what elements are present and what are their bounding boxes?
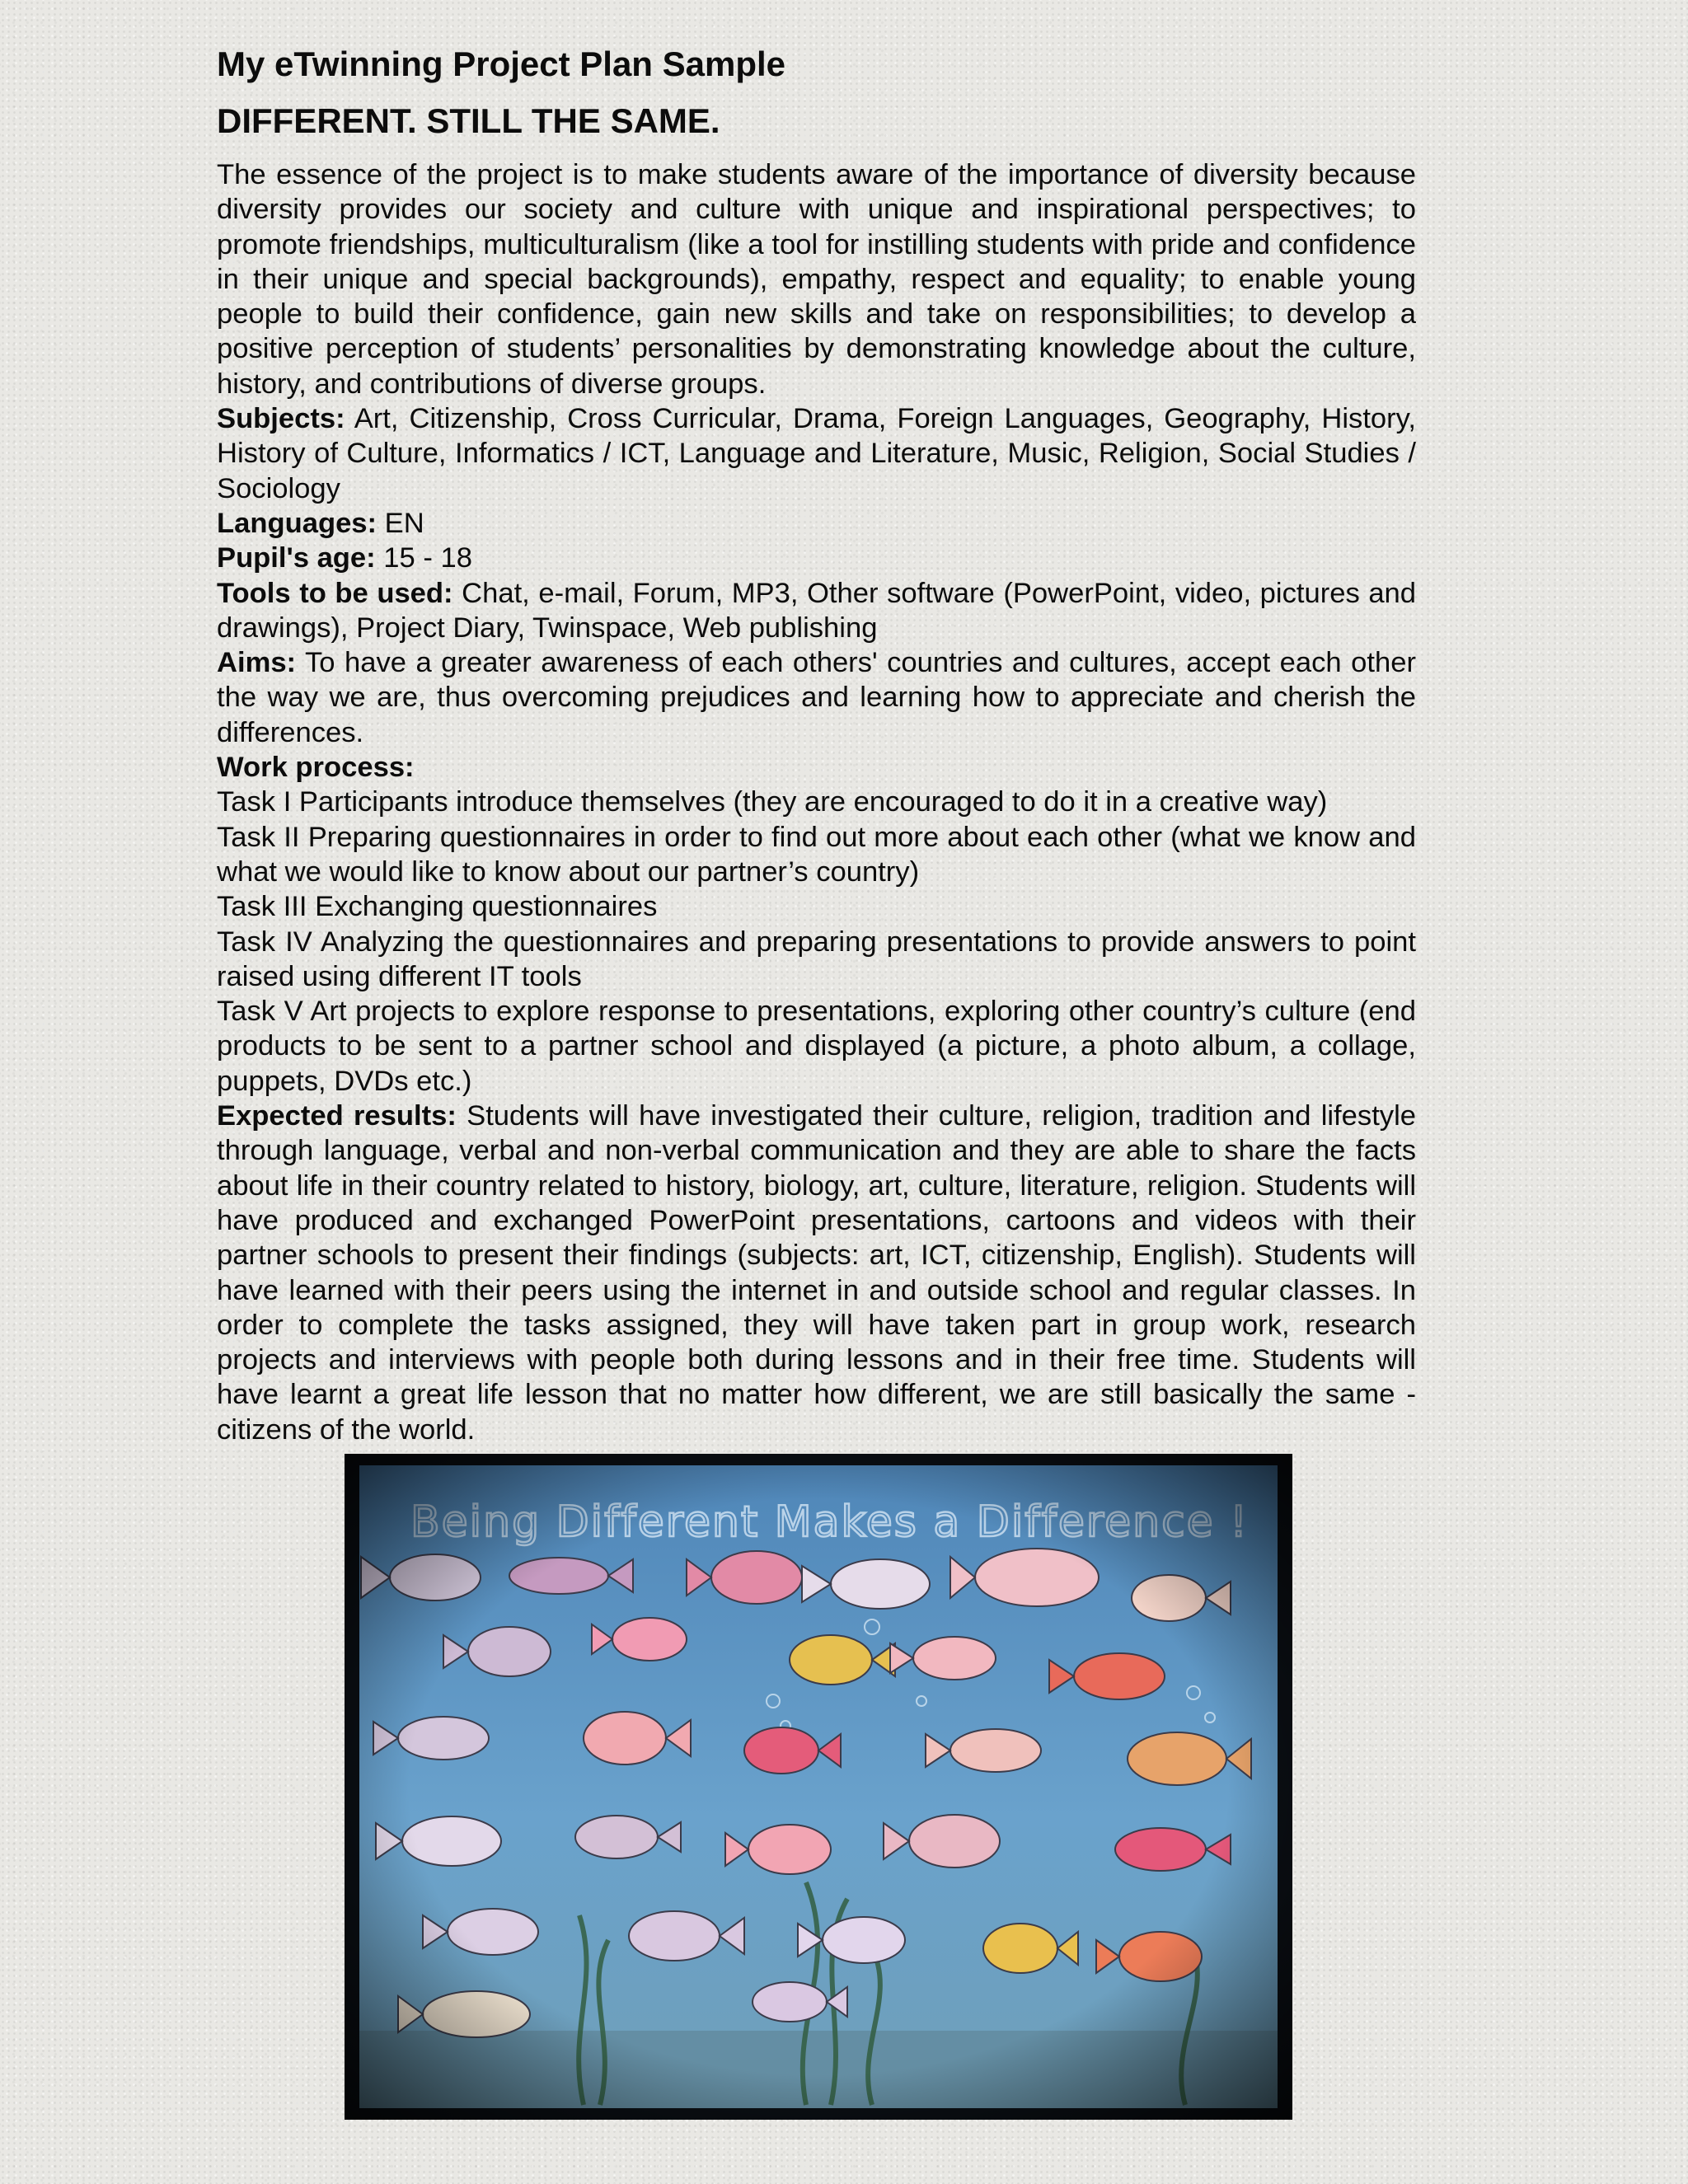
document-page [217,35,1416,1447]
document-subtitle: DIFFERENT. STILL THE SAME. [217,101,720,140]
aims-value: To have a greater awareness of each others' countries and cultures, accept each other the way we are, thus overcoming prejudices and learning how to appreciate and cherish the differences. [217,647,1416,748]
task-item: Task I Participants introduce themselves (they are encouraged to do it in a creative way) [217,786,1328,818]
work-process-label: Work process: [217,752,415,784]
languages-value: EN [384,507,424,539]
intro-paragraph [217,157,1416,401]
intro-text: The essence of the project is to make students aware of the importance of diversity because diversity provides our society and culture with unique and inspirational perspectives; to promote friendships, multiculturalism (like a tool for instilling students with pride and confidence in their unique and special backgrounds), empathy, respect and equality; to enable young people to build their confidence, gain new skills and take on responsibilities; to develop a positive perception of students’ personalities by demonstrating knowledge about the culture, history, and contributions of diverse groups. [217,159,1416,400]
work-process-heading [217,750,1416,785]
aims-row [217,645,1416,750]
aims-label: Aims: [217,647,297,679]
task-item: Task IV Analyzing the questionnaires and preparing presentations to provide answers to point raised using different IT tools [217,926,1416,992]
languages-row [217,506,1416,541]
task-item: Task III Exchanging questionnaires [217,891,658,923]
document-body [217,157,1416,1447]
expected-results-value: Students will have investigated their culture, religion, tradition and lifestyle through language, verbal and non-verbal communication and they are able to share the facts about life in their country related to history, biology, art, culture, literature, religion. Students will have produced and exchanged PowerPoint presentations, cartoons and videos with their partner schools to present their findings (subjects: art, ICT, citizenship, English). Students will have learned with their peers using the internet in and outside school and regular classes. In order to complete the tasks assigned, they will have taken part in group work, research projects and interviews with people both during lessons and in their free time. Students will have learnt a great life lesson that no matter how different, we are still basically the same - citizens of the world. [217,1100,1416,1446]
subjects-label: Subjects: [217,403,345,435]
tools-value: Chat, e-mail, Forum, MP3, Other software (PowerPoint, video, pictures and drawings), Project Diary, Twinspace, Web publishing [217,577,1417,644]
aquarium-collage-photo [345,1454,1292,2120]
age-row [217,541,1416,575]
aquarium-collage-image [345,1454,1292,2120]
languages-label: Languages: [217,507,377,539]
expected-results-row [217,1099,1416,1447]
tools-label: Tools to be used: [217,577,453,609]
age-label: Pupil's age: [217,542,376,574]
tools-row [217,576,1416,646]
task-item: Task II Preparing questionnaires in order to find out more about each other (what we know and what we would like to know about our partner’s country) [217,821,1416,888]
subjects-value: Art, Citizenship, Cross Curricular, Drama, Foreign Languages, Geography, History, History of Culture, Informatics / ICT, Language and Literature, Music, Religion, Social Studies / Sociology [217,403,1416,504]
expected-results-label: Expected results: [217,1100,457,1132]
subjects-row [217,401,1416,506]
task-item: Task V Art projects to explore response to presentations, exploring other country’s culture (end products to be sent to a partner school and displayed (a picture, a photo album, a collage, puppets, DVDs etc.) [217,996,1416,1097]
photo-vignette [345,1454,1292,2120]
document-title: My eTwinning Project Plan Sample [217,45,786,83]
age-value: 15 - 18 [383,542,472,574]
